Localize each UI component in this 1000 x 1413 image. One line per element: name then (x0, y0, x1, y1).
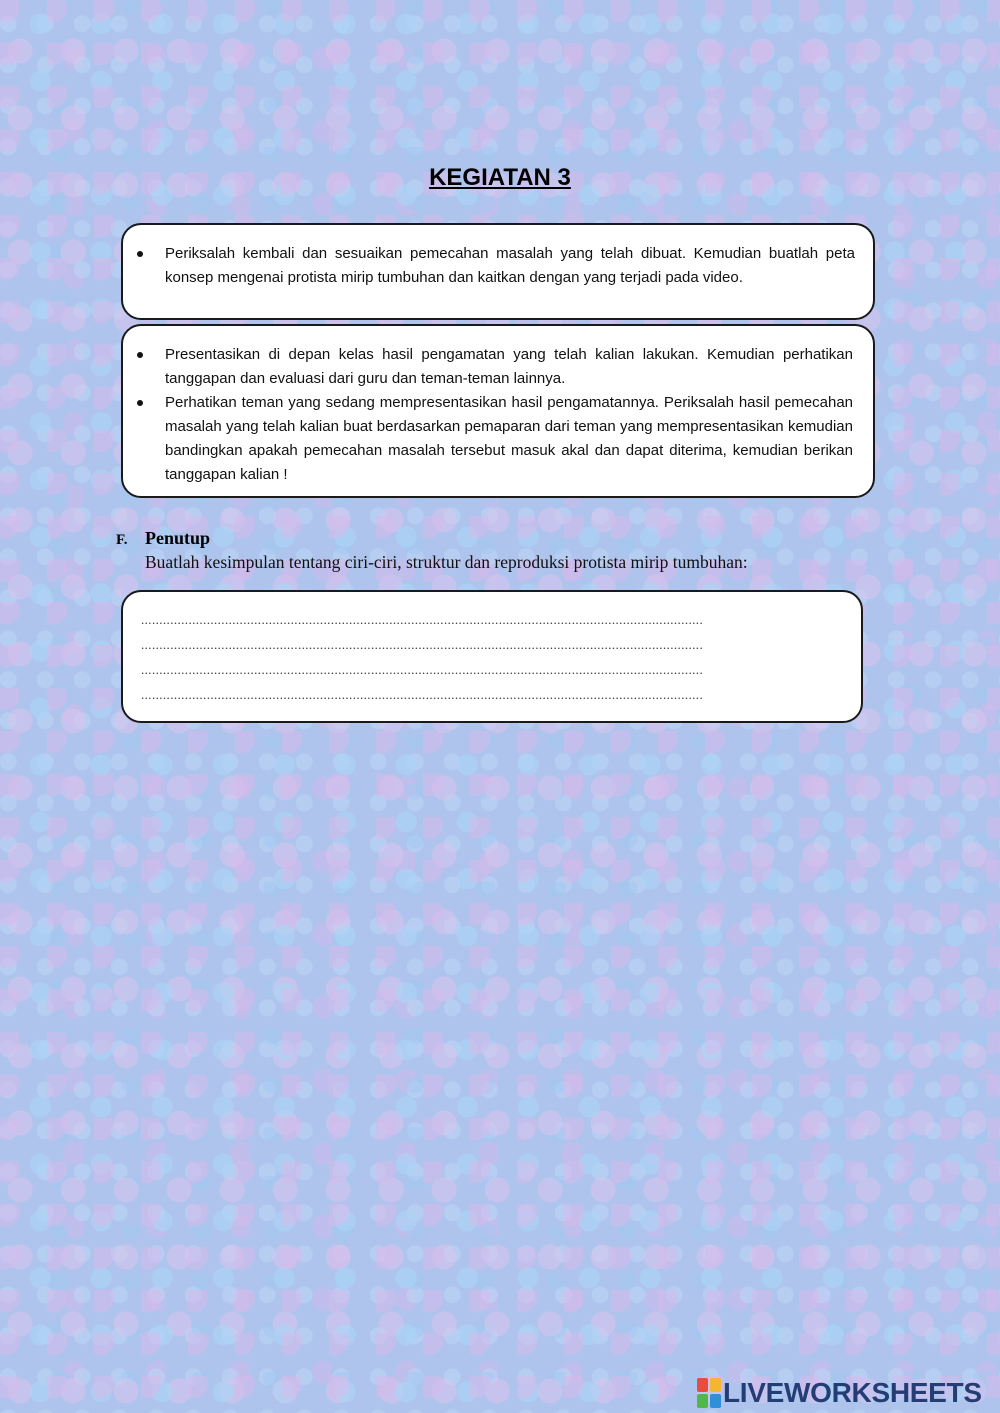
instruction-text: Periksalah kembali dan sesuaikan pemecahan masalah yang telah dibuat. Kemudian buatlah peta konsep mengenai protista mirip tumbuhan dan kaitkan dengan yang terjadi pada video. (165, 245, 855, 286)
instruction-list-1 (135, 242, 855, 290)
answer-line[interactable]: .......................................................................................................................................................... (141, 612, 704, 627)
logo-square-blue (710, 1394, 721, 1408)
answer-line[interactable]: .......................................................................................................................................................... (141, 662, 704, 677)
bullet-icon (137, 352, 143, 358)
section-letter: F. (116, 532, 128, 548)
bullet-icon (137, 400, 143, 406)
instruction-box-2 (121, 324, 875, 498)
instruction-box-1 (121, 223, 875, 320)
liveworksheets-icon (697, 1378, 721, 1408)
logo-square-yellow (710, 1378, 721, 1392)
section-heading (116, 528, 210, 549)
liveworksheets-logo (697, 1377, 982, 1409)
page-title: KEGIATAN 3 (429, 164, 571, 191)
answer-line[interactable]: .......................................................................................................................................................... (141, 637, 704, 652)
instruction-text: Presentasikan di depan kelas hasil pengamatan yang telah kalian lakukan. Kemudian perhatikan tanggapan dan evaluasi dari guru dan teman-teman lainnya. (165, 346, 853, 387)
bullet-icon (137, 251, 143, 257)
brand-name: LIVEWORKSHEETS (723, 1377, 982, 1408)
instruction-item (135, 391, 853, 487)
instruction-list-2 (135, 343, 853, 487)
instruction-text: Perhatikan teman yang sedang mempresentasikan hasil pengamatannya. Periksalah hasil pemecahan masalah yang telah kalian buat berdasarkan pemaparan dari teman yang mempresentasikan kemudian bandingkan apakah pemecahan masalah tersebut masuk akal dan dapat diterima, kemudian berikan tanggapan kalian ! (165, 394, 853, 483)
instruction-item (135, 242, 855, 290)
section-instruction: Buatlah kesimpulan tentang ciri-ciri, struktur dan reproduksi protista mirip tumbuhan: (145, 552, 748, 572)
answer-line[interactable]: .......................................................................................................................................................... (141, 687, 704, 702)
logo-square-green (697, 1394, 708, 1408)
instruction-item (135, 343, 853, 391)
logo-square-red (697, 1378, 708, 1392)
answer-box[interactable] (121, 590, 863, 723)
section-title: Penutup (145, 528, 211, 548)
